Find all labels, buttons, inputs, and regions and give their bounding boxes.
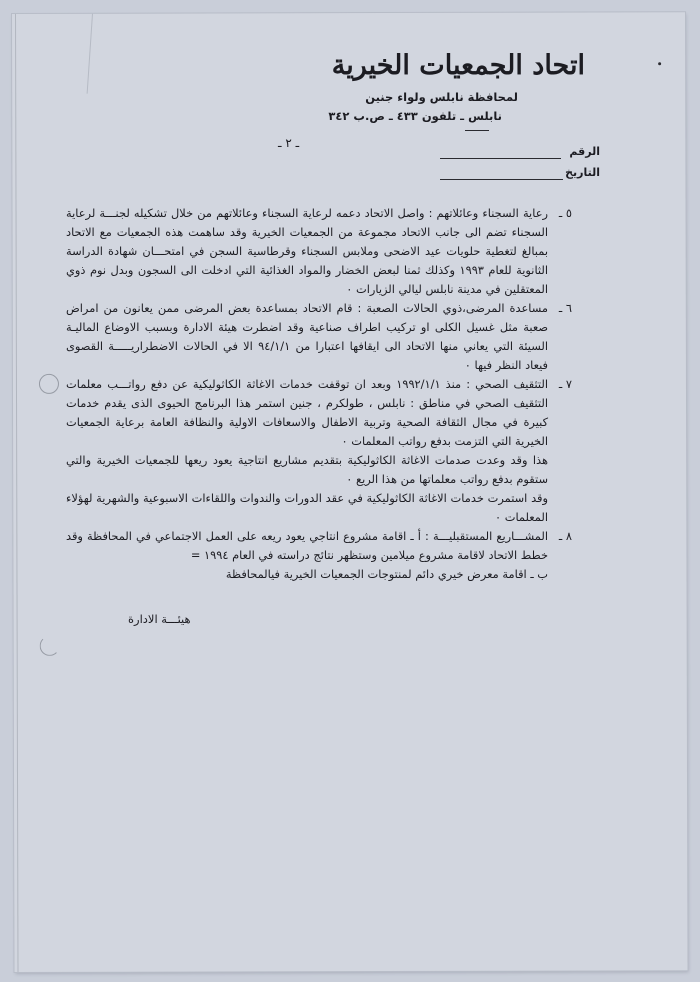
signature: هيئـــة الادارة xyxy=(128,612,191,626)
item-paragraph: مساعدة المرضى،ذوي الحالات الصعبة : قام الاتحاد بمساعدة بعض المرضى ممن يعانون من امراض صعبة مثل غسيل الكلى او تركيب اطراف صناعية وقد اضطرت هيئة الادارة وبسبب الاوضاع الماليـة السيئة التي يعاني منها الاتحاد الى ايقافها اعتبارا من ٩٤/١/١ الا في الحالات الاضطراريـــــة القصوى فيعاد النظر فيها ٠ xyxy=(66,301,549,372)
reference-date-field xyxy=(440,168,563,180)
letter-body xyxy=(66,204,572,584)
reference-number-row xyxy=(440,145,600,159)
list-item-5 xyxy=(66,204,572,299)
reference-date-row xyxy=(440,166,600,180)
ink-speck xyxy=(658,62,661,65)
item-number: ٦ ـ xyxy=(558,301,572,315)
item-paragraph: رعاية السجناء وعائلاتهم : واصل الاتحاد دعمه لرعاية السجناء وعائلاتهم من خلال تشكيله لجنـــة لرعاية السجناء تضم الى جانب الاتحاد مجموعة من الجمعيات الخيرية وقد ساهمت هذه الجمعيات مع الاتحاد بمبالغ لتغطية حلويات عيد الاضحى وملابس السجناء وقرطاسية السجن في امتحـــان شهادة الدراسة الثانوية للعام ١٩٩٣ وكذلك ثمنا لبعض الخضار والمواد الغذائية التي ادخلت الى السجون وبدل نوم ذوي المعتقلين في مدينة نابلس ليالي الزيارات ٠ xyxy=(66,206,548,296)
item-paragraph: التثقيف الصحي : منذ ١٩٩٢/١/١ وبعد ان توقفت خدمات الاغاثة الكاثوليكية عن دفع رواتـــب معلمات التثقيف الصحي في مناطق : نابلس ، طولكرم ، جنين استمر هذا البرنامج الحيوى الذى يقدم خدمات كبيرة في مجال الثقافة الصحية وتربية الاطفال والاسعافات الاولية والنظافة العامة برعاية الجمعيات الخيرية التي التزمت بدفع رواتب المعلمات ٠ xyxy=(66,377,548,448)
list-item-6 xyxy=(66,299,572,375)
reference-number-label: الرقم xyxy=(569,145,600,158)
binder-edge-line xyxy=(15,14,19,972)
item-8-subitem-b: ب ـ اقامة معرض خيري دائم لمنتوجات الجمعيات الخيرية فيالمحافظة xyxy=(225,567,548,581)
list-item-8 xyxy=(66,527,572,565)
item-number: ٥ ـ xyxy=(558,206,572,220)
punch-hole-icon xyxy=(40,636,60,656)
punch-hole-icon xyxy=(39,374,59,394)
reference-date-label: التاريخ xyxy=(565,166,600,179)
item-number: ٨ ـ xyxy=(558,529,572,543)
letterhead-subtitle: لمحافظة نابلس ولواء جنين xyxy=(365,90,518,104)
letterhead-contact: نابلس ـ تلفون ٤٣٣ ـ ص.ب ٣٤٢ xyxy=(328,109,502,123)
letterhead xyxy=(332,48,585,84)
item-7-continuation: هذا وقد وعدت صدمات الاغاثة الكاثوليكية بتقديم مشاريع انتاجية يعود ريعها للجمعيات الخيرية والتي ستقوم بدفع رواتب معلماتها من هذا الريع ٠ xyxy=(66,453,548,486)
organization-name: اتحاد الجمعيات الخيرية xyxy=(331,50,585,81)
reference-number-field xyxy=(440,147,561,159)
item-number: ٧ ـ xyxy=(558,377,572,391)
item-7-continuation: وقد استمرت خدمات الاغاثة الكاثوليكية في عقد الدورات والندوات واللقاءات الاسبوعية والشهرية لهؤلاء المعلمات ٠ xyxy=(66,491,548,524)
item-paragraph: المشـــاريع المستقبليـــة : أ ـ اقامة مشروع انتاجي يعود ريعه على العمل الاجتماعي في المحافظة وقد خطط الاتحاد لاقامة مشروع ميلامين وستظهر نتائج دراسته في العام ١٩٩٤ = xyxy=(66,529,548,562)
page-number: ـ ٢ ـ xyxy=(278,136,300,150)
paper-crease xyxy=(87,14,93,94)
letterhead-divider xyxy=(465,130,489,131)
list-item-7 xyxy=(66,375,572,451)
